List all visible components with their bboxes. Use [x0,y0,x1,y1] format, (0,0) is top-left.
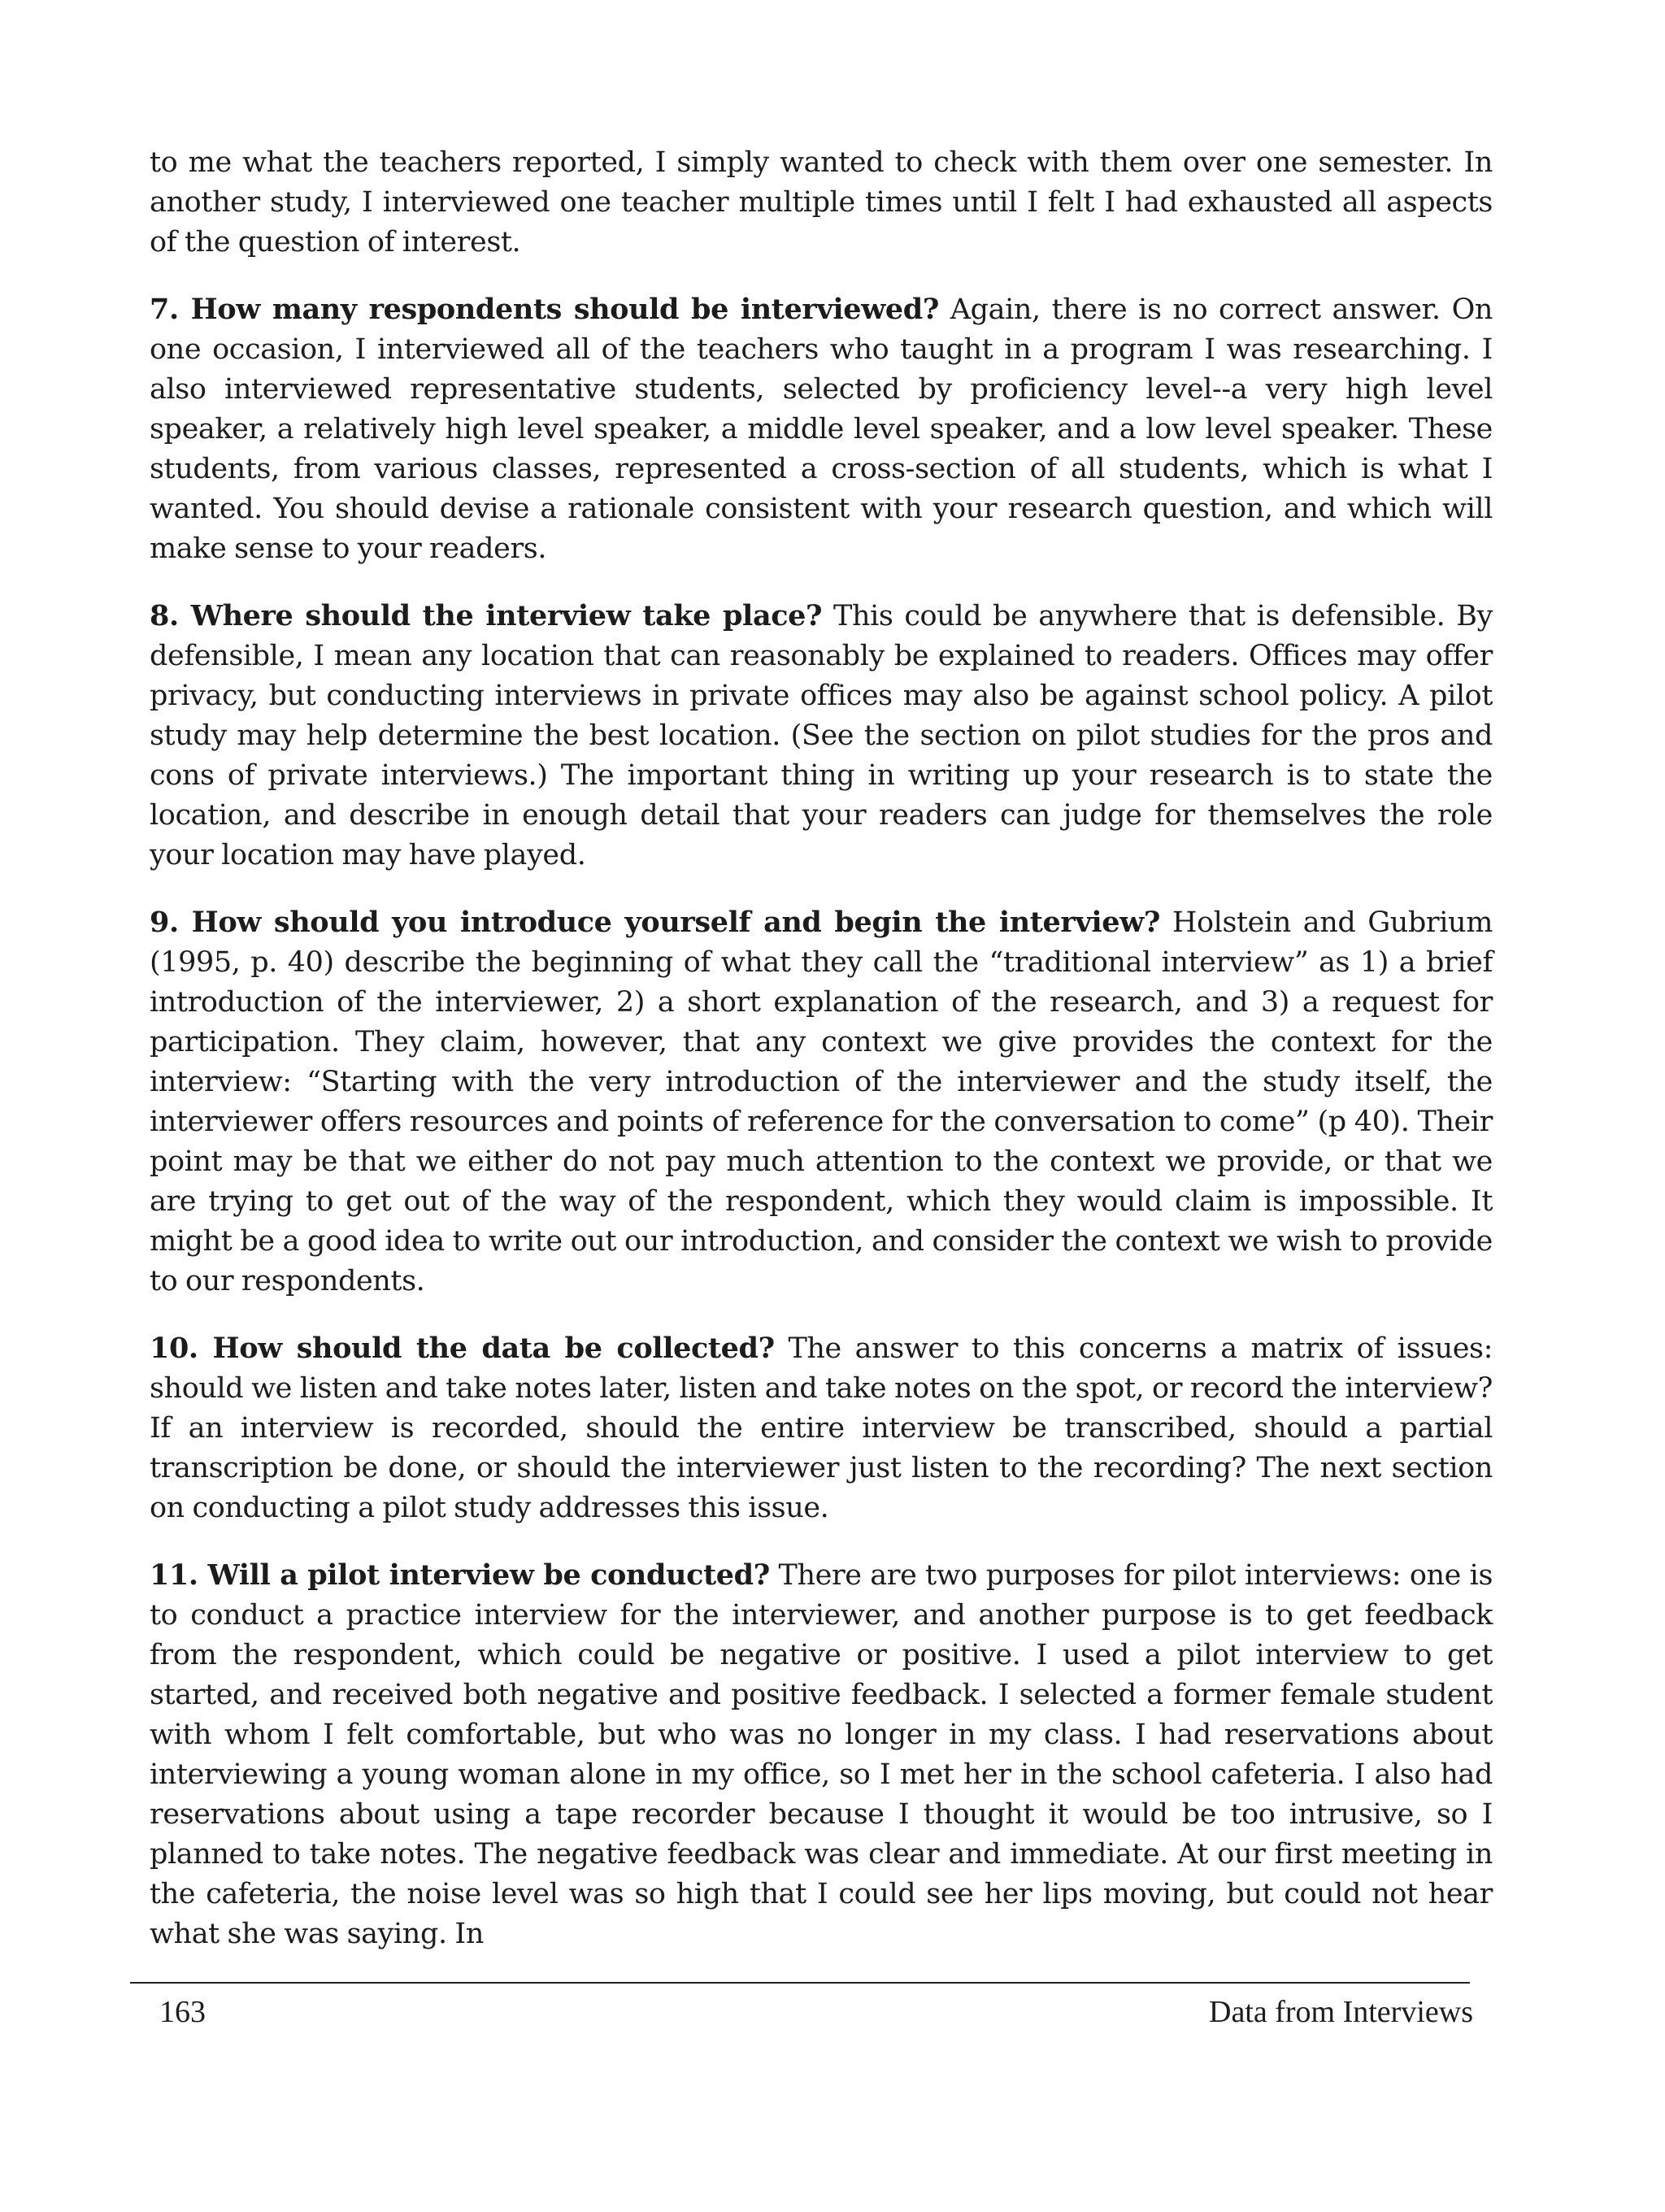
paragraph-q10 [150,1328,1493,1528]
body-text [150,143,1493,1981]
paragraph-q8 [150,596,1493,876]
paragraph-text: to me what the teachers reported, I simply wanted to check with them over one semester. In another study, I interviewed one teacher multiple times until I felt I had exhausted all aspects of the question of interest. [150,146,1493,259]
paragraph-text: Holstein and Gubrium (1995, p. 40) describe the beginning of what they call the “traditional interview” as 1) a brief introduction of the interviewer, 2) a short explanation of the research, and 3) a request for participation. They claim, however, that any context we give provides the context for the interview: “Starting with the very introduction of the interviewer and the study itself, the interviewer offers resources and points of reference for the conversation to come” (p 40). Their point may be that we either do not pay much attention to the context we provide, or that we are trying to get out of the way of the respondent, which they would claim is impossible. It might be a good idea to write out our introduction, and consider the context we wish to provide to our respondents. [150,906,1493,1297]
paragraph-q9 [150,902,1493,1302]
paragraph-text: This could be anywhere that is defensible. By defensible, I mean any location that can reasonably be explained to readers. Offices may offer privacy, but conducting interviews in private offices may also be against school policy. A pilot study may help determine the best location. (See the section on pilot studies for the pros and cons of private interviews.) The important thing in writing up your research is to state the location, and describe in enough detail that your readers can judge for themselves the role your location may have played. [150,600,1493,871]
paragraph-q7 [150,289,1493,569]
question-heading: 10. How should the data be collected? [150,1332,775,1365]
question-heading: 7. How many respondents should be interviewed? [150,293,939,326]
question-heading: 8. Where should the interview take place? [150,599,823,632]
footer-rule [130,1982,1470,1984]
page-number: 163 [159,1995,206,2029]
running-title: Data from Interviews [1209,1995,1473,2029]
paragraph-text: Again, there is no correct answer. On one occasion, I interviewed all of the teachers who taught in a program I was researching. I also interviewed representative students, selected by proficiency level--a very high level speaker, a relatively high level speaker, a middle level speaker, and a low level speaker. These students, from various classes, represented a cross-section of all students, which is what I wanted. You should devise a rationale consistent with your research question, and which will make sense to your readers. [150,293,1493,565]
paragraph-text: The answer to this concerns a matrix of issues: should we listen and take notes later, listen and take notes on the spot, or record the interview? If an interview is recorded, should the entire interview be transcribed, should a partial transcription be done, or should the interviewer just listen to the recording? The next section on conducting a pilot study addresses this issue. [150,1332,1493,1524]
question-heading: 9. How should you introduce yourself and begin the interview? [150,906,1160,939]
question-heading: 11. Will a pilot interview be conducted? [150,1558,770,1592]
paragraph-continuation [150,143,1493,263]
paragraph-q11 [150,1555,1493,1954]
paragraph-text: There are two purposes for pilot interviews: one is to conduct a practice interview for the interviewer, and another purpose is to get feedback from the respondent, which could be negative or positive. I used a pilot interview to get started, and received both negative and positive feedback. I selected a former female student with whom I felt comfortable, but who was no longer in my class. I had reservations about interviewing a young woman alone in my office, so I met her in the school cafeteria. I also had reservations about using a tape recorder because I thought it would be too intrusive, so I planned to take notes. The negative feedback was clear and immediate. At our first meeting in the cafeteria, the noise level was so high that I could see her lips moving, but could not hear what she was saying. In [150,1559,1493,1950]
